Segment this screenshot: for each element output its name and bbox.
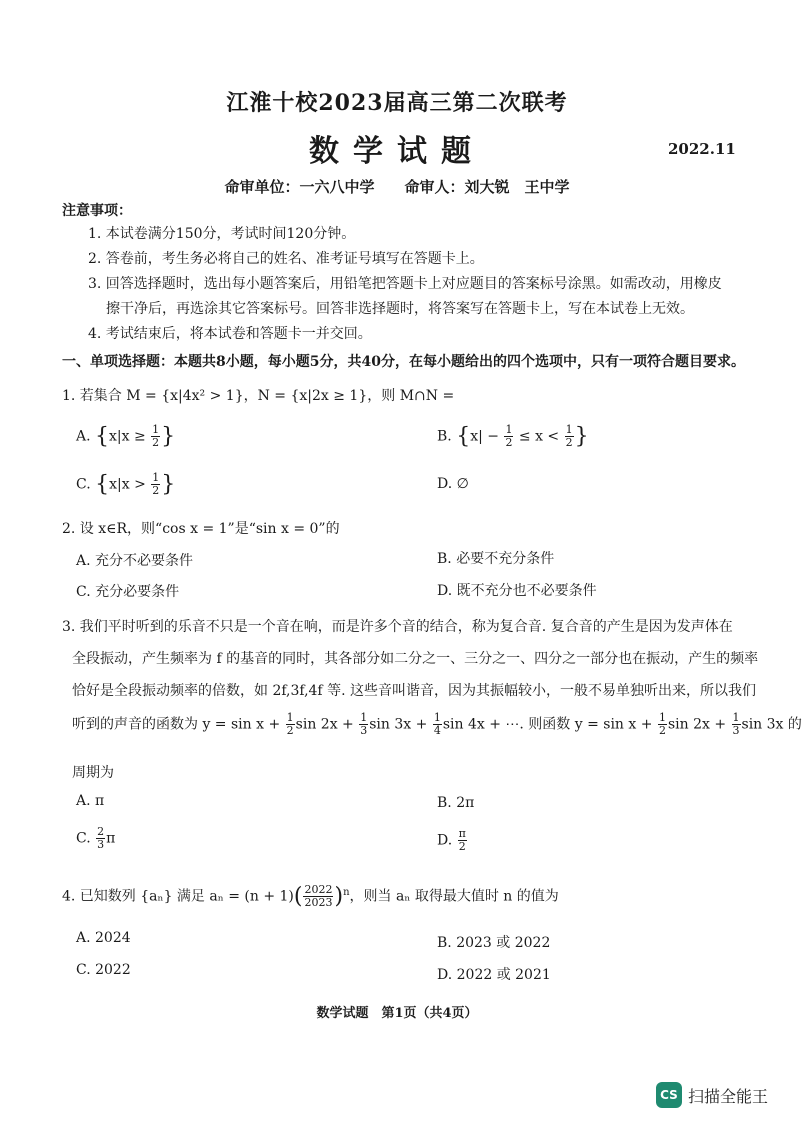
exam-date: 2022.11 [668, 140, 736, 158]
scanner-watermark [656, 1082, 768, 1108]
author-line: 命审单位：一六八中学 命审人：刘大锐 王中学 [224, 178, 570, 196]
q1-option-c: C. {x|x > $\frac{1}{2}$ } [76, 471, 176, 497]
fraction: $\frac{1}{2}$ [152, 423, 160, 449]
fraction: $\frac{1}{2}$ [152, 471, 160, 497]
notice-item-2: 2. 答卷前，考生务必将自己的姓名、准考证号填写在答题卡上。 [88, 251, 484, 267]
fraction: $\frac{2}{3}$ [97, 825, 105, 851]
camscanner-icon: CS [656, 1082, 682, 1108]
fraction: $\frac{1}{3}$ [732, 711, 740, 737]
q2-option-a: A. 充分不必要条件 [76, 553, 194, 569]
q2-option-b: B. 必要不充分条件 [437, 551, 555, 567]
notice-item-3: 3. 回答选择题时，选出每小题答案后，用铅笔把答题卡上对应题目的答案标号涂黑。如需改动，用橡皮 [88, 276, 722, 292]
q2-option-c: C. 充分必要条件 [76, 584, 180, 600]
q4-option-d: D. 2022 或 2021 [437, 967, 551, 983]
q1-stem: 1. 若集合 M = {x|4x² > 1}，N = {x|2x ≥ 1}，则 M∩N = [62, 388, 455, 404]
q3-option-c: C. $\frac{2}{3}$ π [76, 825, 116, 851]
fraction: $\frac{1}{3}$ [360, 711, 368, 737]
q3-line-4: 听到的声音的函数为 y = sin x + $\frac{1}{2}$ sin 2x + $\frac{1}{3}$ sin 3x + $\frac{1}{4}$ sin 4x + ⋯. 则函数 y = sin x + $\frac{1}{2}$ sin 2x + $\frac{1}{3}$ sin 3x 的 [72, 711, 802, 737]
q3-line-3: 恰好是全段振动频率的倍数，如 2f,3f,4f 等. 这些音叫谐音，因为其振幅较小，一般不易单独听出来，所以我们 [72, 683, 756, 699]
q1-option-b: B. {x| − $\frac{1}{2}$ ≤ x < $\frac{1}{2}$ } [437, 423, 589, 449]
notice-item-1: 1. 本试卷满分150分，考试时间120分钟。 [88, 226, 356, 242]
page-footer: 数学试题 第1页（共4页） [316, 1006, 478, 1021]
q1-option-a: A. {x|x ≥ $\frac{1}{2}$ } [76, 423, 176, 449]
q3-option-a: A. π [76, 793, 105, 809]
fraction: $\frac{1}{2}$ [505, 423, 513, 449]
fraction: $\frac{1}{2}$ [286, 711, 294, 737]
section-title: 一、单项选择题：本题共8小题，每小题5分，共40分，在每小题给出的四个选项中，只有一项符合题目要求。 [62, 354, 745, 370]
q4-option-b: B. 2023 或 2022 [437, 935, 551, 951]
exam-name: 江淮十校2023届高三第二次联考 [226, 90, 568, 116]
notice-title: 注意事项： [62, 203, 132, 219]
q1-option-d: D. ∅ [437, 476, 469, 492]
q4-option-c: C. 2022 [76, 962, 131, 978]
fraction: $\frac{2022}{2023}$ [304, 883, 333, 909]
q2-stem: 2. 设 x∈R，则“cos x = 1”是“sin x = 0”的 [62, 521, 340, 537]
fraction: $\frac{1}{4}$ [433, 711, 441, 737]
q4-stem: 4. 已知数列 {aₙ} 满足 aₙ = (n + 1)( $\frac{2022}{2023}$ )$^n$，则当 aₙ 取得最大值时 n 的值为 [62, 883, 559, 909]
q4-option-a: A. 2024 [76, 930, 131, 946]
watermark-text: 扫描全能王 [688, 1086, 769, 1106]
fraction: $\frac{1}{2}$ [658, 711, 666, 737]
notice-item-4: 4. 考试结束后，将本试卷和答题卡一并交回。 [88, 326, 372, 342]
q2-option-d: D. 既不充分也不必要条件 [437, 583, 597, 599]
q3-line-2: 全段振动，产生频率为 f 的基音的同时，其各部分如二分之一、三分之一、四分之一部分也在振动，产生的频率 [72, 651, 759, 667]
fraction: $\frac{1}{2}$ [565, 423, 573, 449]
q3-option-b: B. 2π [437, 795, 475, 811]
notice-item-3-cont: 擦干净后，再选涂其它答案标号。回答非选择题时，将答案写在答题卡上，写在本试卷上无效。 [106, 301, 694, 317]
q3-line-5: 周期为 [72, 765, 114, 781]
subject-title: 数学试题 [309, 134, 485, 169]
q3-line-1: 3. 我们平时听到的乐音不只是一个音在响，而是许多个音的结合，称为复合音. 复合音的产生是因为发声体在 [62, 619, 733, 635]
q3-option-d: D. $\frac{\pi}{2}$ [437, 827, 466, 853]
fraction: $\frac{\pi}{2}$ [458, 827, 466, 853]
